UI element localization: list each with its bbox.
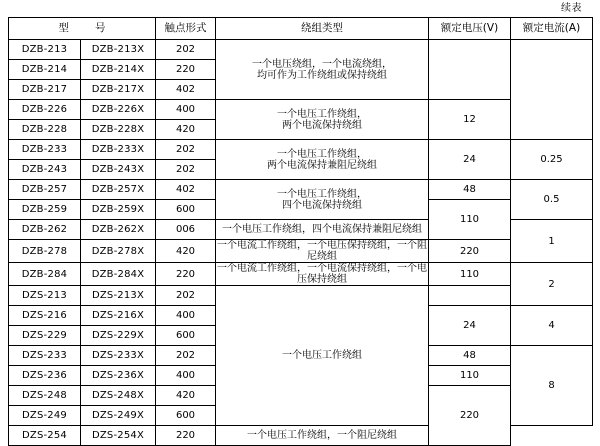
cell-current: 2 <box>511 263 593 306</box>
cell-contact: 220 <box>156 60 216 80</box>
cell-contact: 202 <box>156 140 216 160</box>
cell-model1: DZS-229 <box>9 326 81 346</box>
table-row <box>9 40 593 60</box>
cell-model2: DZB-284X <box>81 263 156 286</box>
winding-line-1: 一个电压工作绕组， <box>277 148 367 160</box>
cell-contact: 402 <box>156 80 216 100</box>
cell-voltage-blank <box>429 40 511 100</box>
winding-line-1: 一个电压工作绕组， <box>277 108 367 120</box>
continued-label: 续表 <box>561 3 582 14</box>
header-type <box>9 18 156 40</box>
cell-contact: 600 <box>156 200 216 220</box>
cell-contact: 420 <box>156 386 216 406</box>
cell-voltage: 24 <box>429 140 511 180</box>
table-row <box>9 100 593 120</box>
cell-model2: DZS-213X <box>81 286 156 306</box>
cell-model2: DZS-248X <box>81 386 156 406</box>
cell-model2: DZB-228X <box>81 120 156 140</box>
winding-line-1: 一个电压绕组，一个电流绕组， <box>252 58 392 70</box>
specification-table <box>8 17 593 446</box>
cell-voltage: 220 <box>429 240 511 263</box>
cell-model2: DZB-233X <box>81 140 156 160</box>
cell-contact: 402 <box>156 180 216 200</box>
winding-line-2: 两个电流保持绕组 <box>282 119 362 131</box>
winding-line-2: 均可作为工作绕组或保持绕组 <box>257 69 387 81</box>
cell-model2: DZB-257X <box>81 180 156 200</box>
cell-contact: 220 <box>156 426 216 446</box>
cell-model2: DZB-243X <box>81 160 156 180</box>
cell-current: 1 <box>511 220 593 263</box>
header-type-left: 型 <box>58 22 69 34</box>
cell-model1: DZB-284 <box>9 263 81 286</box>
cell-winding: 一个电压工作绕组，四个电流保持兼阻尼绕组 <box>216 220 429 240</box>
cell-contact: 202 <box>156 286 216 306</box>
cell-contact: 220 <box>156 263 216 286</box>
cell-model2: DZS-249X <box>81 406 156 426</box>
cell-contact: 420 <box>156 240 216 263</box>
cell-voltage: 220 <box>429 386 511 446</box>
table-row <box>9 140 593 160</box>
cell-winding: 一个电流工作绕组，一个电压保持绕组，一个阻尼绕组 <box>217 240 427 262</box>
table-row <box>9 180 593 200</box>
cell-voltage: 110 <box>429 200 511 240</box>
cell-voltage: 48 <box>429 180 511 200</box>
cell-contact: 400 <box>156 306 216 326</box>
cell-model1: DZB-214 <box>9 60 81 80</box>
cell-model2: DZS-236X <box>81 366 156 386</box>
cell-current: 8 <box>511 346 593 426</box>
header-rated-voltage: 额定电压(V) <box>429 18 511 40</box>
winding-line-1: 一个电压工作绕组， <box>277 188 367 200</box>
cell-voltage: 110 <box>429 263 511 286</box>
cell-model2: DZB-226X <box>81 100 156 120</box>
cell-current: 0.25 <box>511 140 593 180</box>
cell-current: 0.5 <box>511 180 593 220</box>
cell-model1: DZS-254 <box>9 426 81 446</box>
cell-model1: DZB-226 <box>9 100 81 120</box>
cell-model2: DZB-278X <box>81 240 156 263</box>
cell-contact: 006 <box>156 220 216 240</box>
cell-winding <box>216 140 429 180</box>
cell-model1: DZB-213 <box>9 40 81 60</box>
cell-model1: DZB-259 <box>9 200 81 220</box>
cell-model1: DZS-236 <box>9 366 81 386</box>
cell-model1: DZB-228 <box>9 120 81 140</box>
cell-contact: 400 <box>156 366 216 386</box>
cell-winding <box>216 180 429 220</box>
table-row <box>9 263 593 286</box>
cell-winding: 一个电压工作绕组，一个阻尼绕组 <box>216 426 429 446</box>
cell-model1: DZS-248 <box>9 386 81 406</box>
cell-current-blank <box>511 40 593 140</box>
cell-voltage-blank <box>429 286 511 306</box>
cell-model2: DZS-254X <box>81 426 156 446</box>
winding-line-2: 两个电流保持兼阻尼绕组 <box>267 159 377 171</box>
cell-model2: DZB-213X <box>81 40 156 60</box>
cell-contact: 600 <box>156 326 216 346</box>
cell-model1: DZS-216 <box>9 306 81 326</box>
cell-contact: 400 <box>156 100 216 120</box>
cell-model1: DZB-217 <box>9 80 81 100</box>
header-rated-current: 额定电流(A) <box>511 18 593 40</box>
cell-model1: DZB-257 <box>9 180 81 200</box>
cell-model1: DZB-243 <box>9 160 81 180</box>
cell-model1: DZS-249 <box>9 406 81 426</box>
table-header-row <box>9 18 593 40</box>
cell-contact: 202 <box>156 160 216 180</box>
cell-model2: DZS-233X <box>81 346 156 366</box>
cell-model2: DZB-217X <box>81 80 156 100</box>
cell-model1: DZB-278 <box>9 240 81 263</box>
winding-line-2: 四个电流保持绕组 <box>282 199 362 211</box>
cell-model2: DZB-259X <box>81 200 156 220</box>
cell-model1: DZS-213 <box>9 286 81 306</box>
cell-voltage: 24 <box>429 306 511 346</box>
cell-winding <box>216 100 429 140</box>
header-type-right: 号 <box>95 22 106 34</box>
cell-model1: DZS-233 <box>9 346 81 366</box>
cell-model1: DZB-233 <box>9 140 81 160</box>
cell-voltage: 110 <box>429 366 511 386</box>
cell-winding <box>216 40 429 100</box>
cell-current: 4 <box>511 306 593 346</box>
cell-model1: DZB-262 <box>9 220 81 240</box>
cell-model2: DZB-214X <box>81 60 156 80</box>
cell-model2: DZS-216X <box>81 306 156 326</box>
cell-contact: 600 <box>156 406 216 426</box>
table-row <box>9 240 593 263</box>
header-contact-form: 触点形式 <box>156 18 216 40</box>
cell-voltage: 48 <box>429 346 511 366</box>
cell-winding: 一个电压工作绕组 <box>216 286 429 426</box>
cell-contact: 202 <box>156 40 216 60</box>
cell-model2: DZS-229X <box>81 326 156 346</box>
cell-model2: DZB-262X <box>81 220 156 240</box>
cell-contact: 202 <box>156 346 216 366</box>
header-winding-type: 绕组类型 <box>216 18 429 40</box>
cell-contact: 420 <box>156 120 216 140</box>
cell-winding: 一个电流工作绕组，一个电流保持绕组，一个电压保持绕组 <box>217 263 427 285</box>
cell-voltage: 12 <box>429 100 511 140</box>
table-row <box>9 286 593 306</box>
